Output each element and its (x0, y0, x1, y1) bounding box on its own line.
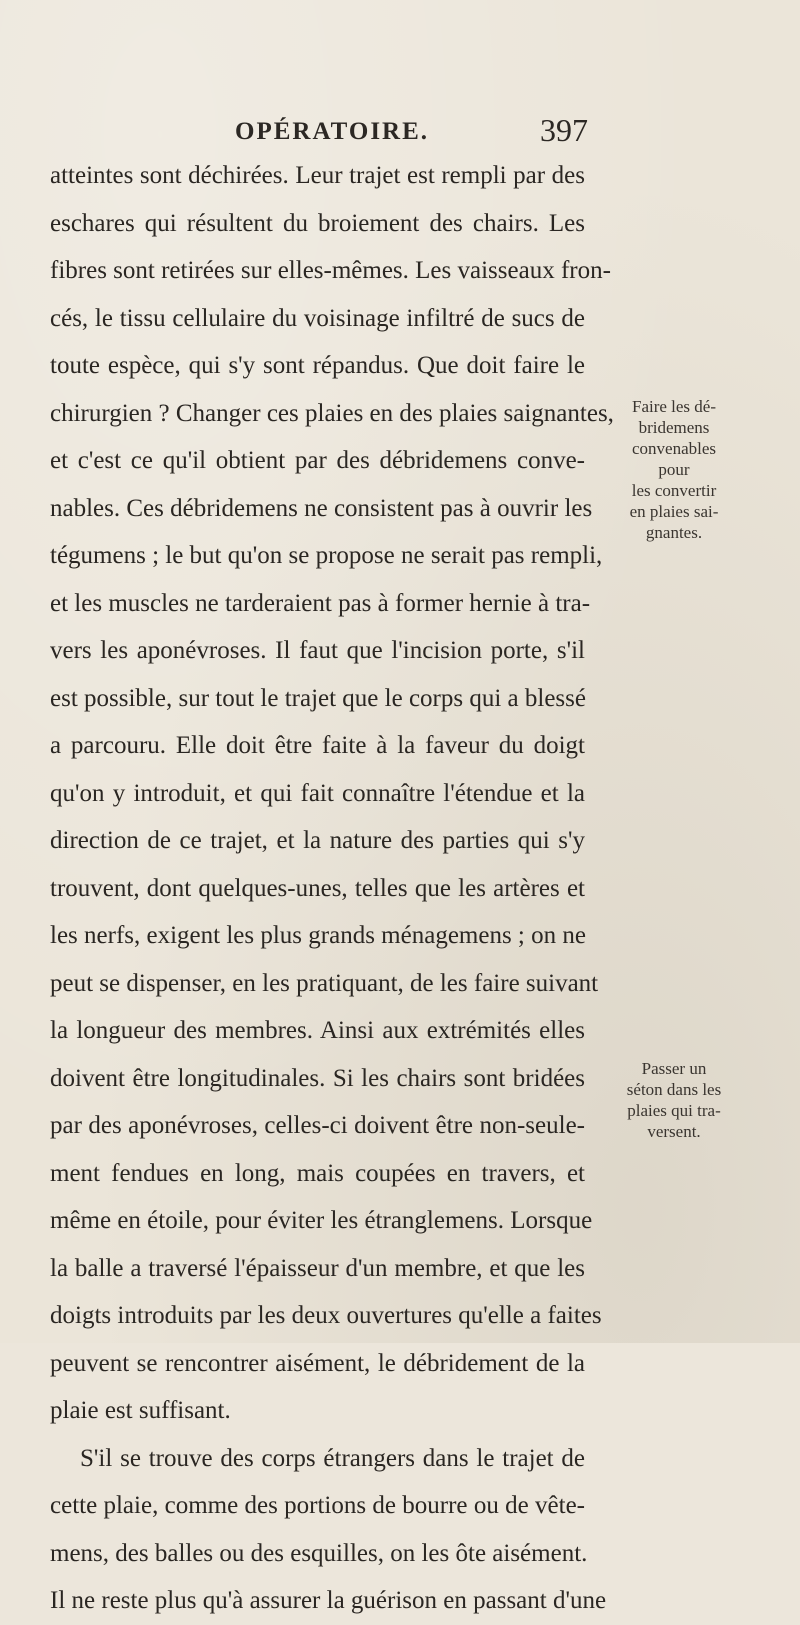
text-line: peuvent se rencontrer aisément, le débridement de la (50, 1349, 585, 1377)
text-line: peut se dispenser, en les pratiquant, de les faire suivant (50, 969, 599, 997)
text-line: a parcouru. Elle doit être faite à la faveur du doigt (50, 732, 585, 759)
text-line: qu'on y introduit, et qui fait connaître l'étendue et la (50, 779, 585, 807)
body-text (50, 152, 614, 1625)
text-line: doigts introduits par les deux ouvertures qu'elle a faites (50, 1302, 602, 1329)
text-line: atteintes sont déchirées. Leur trajet est rempli par des (50, 162, 585, 189)
margin-note-line: pour (658, 460, 690, 479)
text-line: chirurgien ? Changer ces plaies en des plaies saignantes, (50, 399, 614, 427)
text-line: nables. Ces débridemens ne consistent pas à ouvrir les (50, 494, 593, 522)
text-line: trouvent, dont quelques-unes, telles que les artères et (50, 874, 585, 902)
text-line: S'il se trouve des corps étrangers dans le trajet de (80, 1444, 585, 1472)
text-line: ment fendues en long, mais coupées en travers, et (50, 1159, 585, 1187)
margin-note (608, 1058, 740, 1142)
text-line: la balle a traversé l'épaisseur d'un membre, et que les (50, 1254, 585, 1282)
margin-note-line: Passer un (641, 1059, 707, 1078)
text-line: cette plaie, comme des portions de bourre ou de vête- (50, 1492, 585, 1519)
text-line: la longueur des membres. Ainsi aux extrémités elles (50, 1017, 585, 1044)
text-line: vers les aponévroses. Il faut que l'incision porte, s'il (50, 637, 585, 664)
text-line: par des aponévroses, celles-ci doivent être non-seule- (50, 1112, 585, 1139)
text-line: fibres sont retirées sur elles-mêmes. Les vaisseaux fron- (50, 257, 611, 284)
margin-note-line: versent. (647, 1122, 701, 1141)
margin-note-line: en plaies sai- (629, 502, 719, 521)
margin-note-line: bridemens (638, 418, 710, 437)
margin-note-line: gnantes. (645, 523, 703, 542)
text-line: est possible, sur tout le trajet que le corps qui a blessé (50, 684, 586, 712)
text-line: mens, des balles ou des esquilles, on les ôte aisément. (50, 1539, 588, 1567)
text-line: et c'est ce qu'il obtient par des débridemens conve- (50, 447, 585, 474)
text-line: Il ne reste plus qu'à assurer la guérison en passant d'une (50, 1587, 607, 1614)
text-line: plaie est suffisant. (50, 1397, 231, 1424)
text-line: tégumens ; le but qu'on se propose ne serait pas rempli, (50, 542, 603, 569)
page-number: 397 (540, 112, 588, 148)
margin-note-line: Faire les dé- (631, 397, 717, 416)
margin-note-line: plaies qui tra- (627, 1101, 721, 1120)
margin-note-line: séton dans les (626, 1080, 722, 1099)
running-title: OPÉRATOIRE. (235, 118, 430, 145)
text-line: eschares qui résultent du broiement des chairs. Les (50, 209, 585, 237)
margin-note-line: convenables (631, 439, 717, 458)
text-line: direction de ce trajet, et la nature des parties qui s'y (50, 827, 585, 854)
margin-note-line: les convertir (631, 481, 717, 500)
text-line: même en étoile, pour éviter les étranglemens. Lorsque (50, 1207, 593, 1234)
text-line: et les muscles ne tarderaient pas à former hernie à tra- (50, 589, 591, 617)
text-line: toute espèce, qui s'y sont répandus. Que doit faire le (50, 352, 585, 379)
text-line: les nerfs, exigent les plus grands ménagemens ; on ne (50, 922, 586, 949)
text-line: cés, le tissu cellulaire du voisinage infiltré de sucs de (50, 304, 585, 332)
margin-note (608, 396, 740, 543)
text-line: doivent être longitudinales. Si les chairs sont bridées (50, 1064, 585, 1092)
